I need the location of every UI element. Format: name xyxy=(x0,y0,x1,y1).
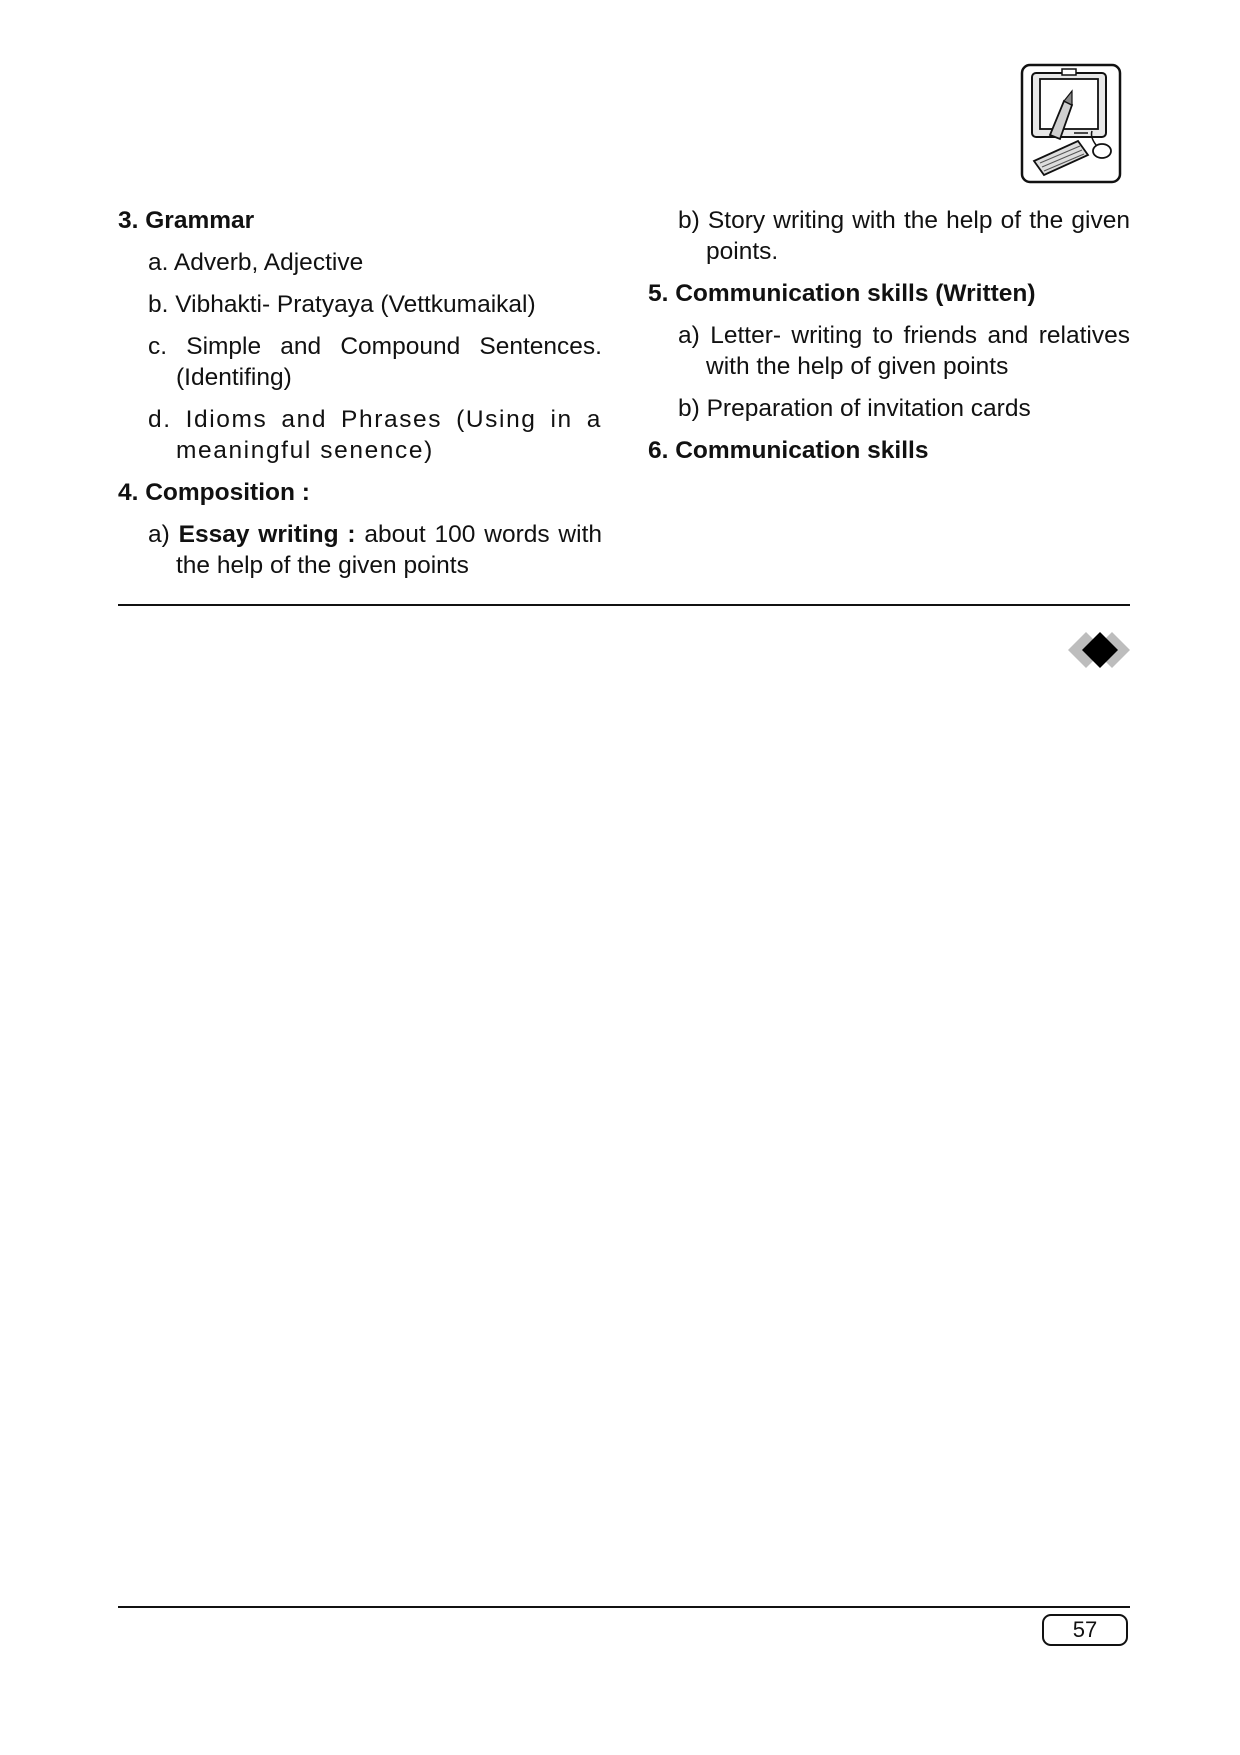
essay-prefix: a) xyxy=(148,521,179,548)
footer-rule xyxy=(118,1606,1130,1608)
section-divider xyxy=(118,604,1130,606)
letter-writing-item: a) Letter- writing to friends and relatives with the help of given points xyxy=(678,322,1130,380)
left-column xyxy=(118,205,602,581)
grammar-item-d: d. Idioms and Phrases (Using in a meaningful senence) xyxy=(148,406,602,464)
essay-item xyxy=(118,519,602,581)
composition-heading: 4. Composition : xyxy=(118,479,310,506)
communication-skills-heading: 6. Communication skills xyxy=(648,437,929,464)
diamond-ornament-icon xyxy=(1068,630,1132,670)
written-skills-heading: 5. Communication skills (Written) xyxy=(648,280,1036,307)
essay-text: about 100 words with the help of the given points xyxy=(176,521,602,579)
invitation-cards-item: b) Preparation of invitation cards xyxy=(678,395,1031,422)
grammar-item-a: a. Adverb, Adjective xyxy=(148,249,364,276)
grammar-item-c: c. Simple and Compound Sentences. (Identifing) xyxy=(148,333,602,391)
grammar-item-b: b. Vibhakti- Pratyaya (Vettkumaikal) xyxy=(148,291,536,318)
computer-drawing-icon xyxy=(1020,63,1122,184)
story-writing-item: b) Story writing with the help of the given points. xyxy=(678,207,1130,265)
essay-label: Essay writing : xyxy=(178,521,356,548)
grammar-heading: 3. Grammar xyxy=(118,207,255,234)
right-column xyxy=(648,205,1130,466)
page-number: 57 xyxy=(1042,1614,1128,1646)
